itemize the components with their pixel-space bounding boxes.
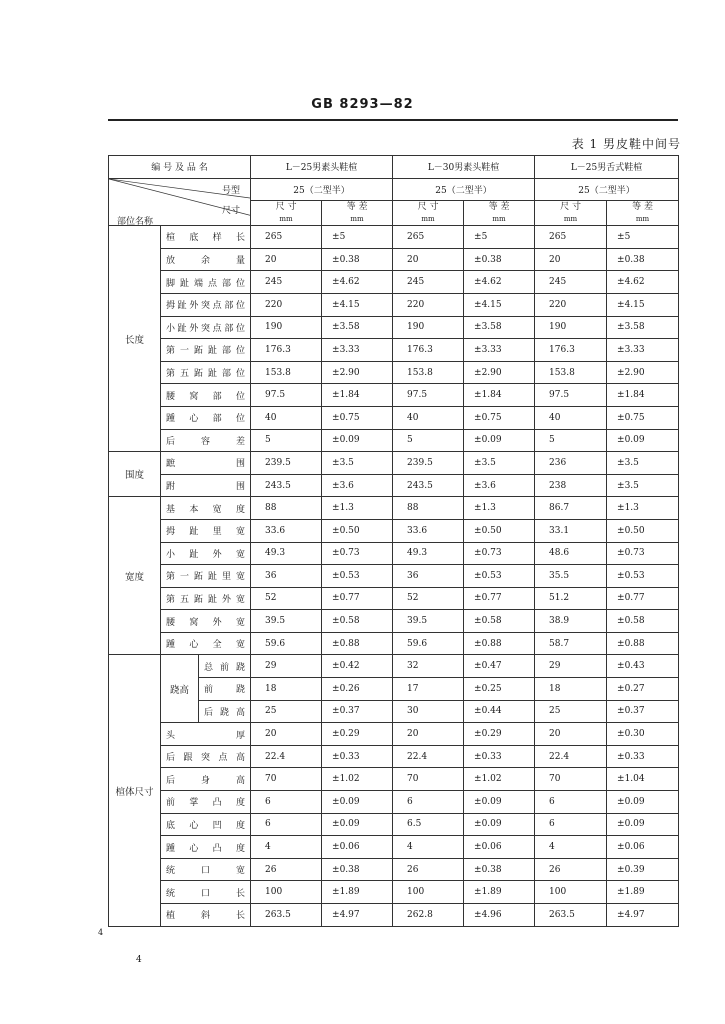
dimension-value: 17 <box>393 678 464 701</box>
tolerance-value: ±0.75 <box>607 406 679 429</box>
row-label: 后跷高 <box>199 700 251 723</box>
tolerance-value: ±0.29 <box>322 723 393 746</box>
tolerance-value: ±3.5 <box>322 452 393 475</box>
tolerance-value: ±3.58 <box>464 316 535 339</box>
tolerance-value: ±3.6 <box>322 474 393 497</box>
table-row <box>109 316 679 339</box>
dimension-value: 20 <box>251 723 322 746</box>
row-label: 楦底样长 <box>161 226 251 249</box>
dimension-value: 29 <box>251 655 322 678</box>
tolerance-value: ±1.84 <box>322 384 393 407</box>
shoe-last-table <box>108 155 679 927</box>
tolerance-value: ±0.88 <box>322 632 393 655</box>
tolerance-value: ±0.38 <box>464 248 535 271</box>
dimension-value: 4 <box>535 836 607 859</box>
tolerance-value: ±0.58 <box>464 610 535 633</box>
table-row <box>109 723 679 746</box>
dimension-value: 236 <box>535 452 607 475</box>
dimension-col-header <box>393 201 464 226</box>
tolerance-value: ±0.09 <box>607 429 679 452</box>
row-label: 统口宽 <box>161 858 251 881</box>
row-label: 底心凹度 <box>161 813 251 836</box>
tolerance-value: ±0.29 <box>464 723 535 746</box>
table-row <box>109 406 679 429</box>
tolerance-value: ±1.89 <box>607 881 679 904</box>
tolerance-value: ±4.97 <box>607 904 679 927</box>
row-label: 植斜长 <box>161 904 251 927</box>
dimension-value: 70 <box>251 768 322 791</box>
table-row <box>109 655 679 678</box>
tolerance-value: ±1.02 <box>464 768 535 791</box>
row-label: 蹠围 <box>161 452 251 475</box>
dimension-value: 190 <box>251 316 322 339</box>
col-header-text: 等 差 <box>488 202 510 213</box>
table-row <box>109 293 679 316</box>
row-label: 腰窝外宽 <box>161 610 251 633</box>
col-header-text: 等 差 <box>346 202 368 213</box>
tolerance-value: ±0.06 <box>464 836 535 859</box>
tolerance-value: ±3.5 <box>607 474 679 497</box>
tolerance-value: ±0.25 <box>464 678 535 701</box>
row-label: 总前跷 <box>199 655 251 678</box>
tolerance-value: ±0.44 <box>464 700 535 723</box>
table-row <box>109 474 679 497</box>
tolerance-col-header <box>322 201 393 226</box>
tolerance-value: ±0.38 <box>322 248 393 271</box>
tolerance-value: ±0.88 <box>607 632 679 655</box>
dimension-value: 39.5 <box>393 610 464 633</box>
table-row <box>109 384 679 407</box>
tolerance-value: ±0.09 <box>464 813 535 836</box>
tolerance-value: ±2.90 <box>322 361 393 384</box>
dimension-value: 52 <box>251 587 322 610</box>
tolerance-value: ±1.02 <box>322 768 393 791</box>
row-label: 拇趾外突点部位 <box>161 293 251 316</box>
tolerance-value: ±0.75 <box>464 406 535 429</box>
dimension-value: 36 <box>393 565 464 588</box>
row-label: 前跷 <box>199 678 251 701</box>
dimension-value: 58.7 <box>535 632 607 655</box>
tolerance-value: ±0.73 <box>607 542 679 565</box>
dimension-value: 6 <box>251 813 322 836</box>
dimension-value: 22.4 <box>393 745 464 768</box>
tolerance-value: ±3.6 <box>464 474 535 497</box>
dimension-value: 245 <box>535 271 607 294</box>
model-size: 25（二型半） <box>251 178 393 201</box>
header-rule <box>108 119 678 121</box>
row-label: 跗围 <box>161 474 251 497</box>
row-label: 脚趾端点部位 <box>161 271 251 294</box>
dimension-value: 6 <box>251 791 322 814</box>
tolerance-value: ±4.62 <box>607 271 679 294</box>
dimension-value: 70 <box>535 768 607 791</box>
row-label: 小趾外宽 <box>161 542 251 565</box>
unit-label: mm <box>635 215 650 224</box>
dimension-value: 6 <box>535 791 607 814</box>
tolerance-value: ±0.27 <box>607 678 679 701</box>
tolerance-value: ±3.5 <box>464 452 535 475</box>
model-name: L－25男舌式鞋楦 <box>535 156 679 179</box>
tolerance-value: ±0.30 <box>607 723 679 746</box>
dimension-value: 263.5 <box>535 904 607 927</box>
unit-label: mm <box>279 215 293 224</box>
subcategory-label: 跷高 <box>161 655 199 723</box>
tolerance-col-header <box>464 201 535 226</box>
category-label: 楦体尺寸 <box>109 655 161 926</box>
row-label: 头厚 <box>161 723 251 746</box>
dimension-value: 220 <box>535 293 607 316</box>
tolerance-col-header <box>607 201 679 226</box>
row-label: 前掌凸度 <box>161 791 251 814</box>
category-label: 宽度 <box>109 497 161 655</box>
dimension-value: 22.4 <box>251 745 322 768</box>
dimension-value: 100 <box>535 881 607 904</box>
table-row <box>109 565 679 588</box>
table-row <box>109 858 679 881</box>
dimension-value: 263.5 <box>251 904 322 927</box>
tolerance-value: ±0.09 <box>464 429 535 452</box>
dimension-value: 20 <box>251 248 322 271</box>
row-label: 第一跖趾里宽 <box>161 565 251 588</box>
model-name: L－30男素头鞋楦 <box>393 156 535 179</box>
tolerance-value: ±0.50 <box>464 519 535 542</box>
dimension-value: 38.9 <box>535 610 607 633</box>
table-row <box>109 836 679 859</box>
tolerance-value: ±5 <box>464 226 535 249</box>
table-row <box>109 361 679 384</box>
dimension-value: 265 <box>535 226 607 249</box>
dimension-value: 51.2 <box>535 587 607 610</box>
tolerance-value: ±0.50 <box>322 519 393 542</box>
dimension-value: 153.8 <box>535 361 607 384</box>
tolerance-value: ±5 <box>607 226 679 249</box>
tolerance-value: ±1.3 <box>322 497 393 520</box>
dimension-label: 尺寸 <box>222 205 241 216</box>
tolerance-value: ±0.09 <box>607 813 679 836</box>
dimension-value: 20 <box>393 723 464 746</box>
part-name-label: 部位名称 <box>117 216 154 226</box>
dimension-value: 52 <box>393 587 464 610</box>
tolerance-value: ±0.53 <box>607 565 679 588</box>
dimension-value: 20 <box>393 248 464 271</box>
dimension-col-header <box>251 201 322 226</box>
row-label: 腰窝部位 <box>161 384 251 407</box>
dimension-value: 238 <box>535 474 607 497</box>
dimension-value: 4 <box>393 836 464 859</box>
dimension-value: 35.5 <box>535 565 607 588</box>
table-row <box>109 791 679 814</box>
dimension-value: 100 <box>393 881 464 904</box>
dimension-value: 88 <box>393 497 464 520</box>
dimension-value: 59.6 <box>251 632 322 655</box>
tolerance-value: ±1.04 <box>607 768 679 791</box>
category-label: 围度 <box>109 452 161 497</box>
tolerance-value: ±0.33 <box>607 745 679 768</box>
tolerance-value: ±0.09 <box>322 429 393 452</box>
dimension-value: 4 <box>251 836 322 859</box>
col-header-text: 尺 寸 <box>417 202 439 213</box>
dimension-value: 176.3 <box>535 339 607 362</box>
dimension-value: 26 <box>393 858 464 881</box>
tolerance-value: ±0.33 <box>322 745 393 768</box>
tolerance-value: ±0.53 <box>322 565 393 588</box>
tolerance-value: ±0.47 <box>464 655 535 678</box>
dimension-value: 243.5 <box>251 474 322 497</box>
dimension-value: 265 <box>393 226 464 249</box>
standard-number: GB 8293—82 <box>311 97 414 112</box>
dimension-value: 6 <box>393 791 464 814</box>
tolerance-value: ±0.37 <box>322 700 393 723</box>
row-label: 踵心部位 <box>161 406 251 429</box>
tolerance-value: ±4.96 <box>464 904 535 927</box>
size-type-label: 号型 <box>222 185 241 196</box>
unit-label: mm <box>350 215 364 224</box>
row-label: 后身高 <box>161 768 251 791</box>
col-header-text: 尺 寸 <box>275 202 297 213</box>
table-row <box>109 632 679 655</box>
tolerance-value: ±1.89 <box>322 881 393 904</box>
dimension-value: 245 <box>393 271 464 294</box>
tolerance-value: ±4.15 <box>322 293 393 316</box>
dimension-value: 245 <box>251 271 322 294</box>
row-label: 第一跖趾部位 <box>161 339 251 362</box>
dimension-value: 265 <box>251 226 322 249</box>
dimension-value: 190 <box>393 316 464 339</box>
dimension-value: 40 <box>535 406 607 429</box>
tolerance-value: ±0.06 <box>607 836 679 859</box>
tolerance-value: ±4.62 <box>464 271 535 294</box>
dimension-value: 153.8 <box>251 361 322 384</box>
dimension-value: 243.5 <box>393 474 464 497</box>
tolerance-value: ±0.43 <box>607 655 679 678</box>
margin-mark: 4 <box>98 928 104 937</box>
dimension-value: 6 <box>535 813 607 836</box>
dimension-value: 40 <box>251 406 322 429</box>
table-row <box>109 745 679 768</box>
page-number: 4 <box>136 955 142 965</box>
dimension-value: 5 <box>393 429 464 452</box>
tolerance-value: ±0.73 <box>322 542 393 565</box>
dimension-value: 59.6 <box>393 632 464 655</box>
dimension-value: 5 <box>535 429 607 452</box>
tolerance-value: ±0.38 <box>322 858 393 881</box>
row-label: 统口长 <box>161 881 251 904</box>
tolerance-value: ±0.37 <box>607 700 679 723</box>
table-row <box>109 542 679 565</box>
tolerance-value: ±3.33 <box>464 339 535 362</box>
dimension-value: 86.7 <box>535 497 607 520</box>
tolerance-value: ±0.73 <box>464 542 535 565</box>
model-name: L－25男素头鞋楦 <box>251 156 393 179</box>
tolerance-value: ±0.77 <box>607 587 679 610</box>
row-label: 放余量 <box>161 248 251 271</box>
corner-title: 编 号 及 品 名 <box>109 156 251 179</box>
table-row <box>109 587 679 610</box>
table-row <box>109 226 679 249</box>
tolerance-value: ±0.42 <box>322 655 393 678</box>
tolerance-value: ±0.39 <box>607 858 679 881</box>
dimension-value: 26 <box>251 858 322 881</box>
dimension-value: 97.5 <box>251 384 322 407</box>
tolerance-value: ±1.84 <box>464 384 535 407</box>
row-label: 踵心全宽 <box>161 632 251 655</box>
tolerance-value: ±0.58 <box>322 610 393 633</box>
category-label: 长度 <box>109 226 161 452</box>
row-label: 后容差 <box>161 429 251 452</box>
tolerance-value: ±0.09 <box>464 791 535 814</box>
table-row <box>109 339 679 362</box>
dimension-value: 33.6 <box>251 519 322 542</box>
table-row <box>109 813 679 836</box>
dimension-value: 49.3 <box>393 542 464 565</box>
dimension-value: 20 <box>535 723 607 746</box>
tolerance-value: ±4.15 <box>464 293 535 316</box>
dimension-value: 70 <box>393 768 464 791</box>
tolerance-value: ±0.26 <box>322 678 393 701</box>
dimension-value: 97.5 <box>535 384 607 407</box>
dimension-value: 97.5 <box>393 384 464 407</box>
tolerance-value: ±3.33 <box>322 339 393 362</box>
dimension-value: 25 <box>535 700 607 723</box>
dimension-value: 6.5 <box>393 813 464 836</box>
tolerance-value: ±1.89 <box>464 881 535 904</box>
tolerance-value: ±0.38 <box>607 248 679 271</box>
tolerance-value: ±0.77 <box>322 587 393 610</box>
dimension-value: 39.5 <box>251 610 322 633</box>
table-caption: 表 1 男皮鞋中间号 <box>571 137 681 151</box>
dimension-value: 26 <box>535 858 607 881</box>
dimension-value: 36 <box>251 565 322 588</box>
unit-label: mm <box>421 215 435 224</box>
corner-diagonal-header <box>109 178 251 226</box>
dimension-value: 18 <box>251 678 322 701</box>
col-header-text: 等 差 <box>632 202 653 213</box>
dimension-value: 176.3 <box>393 339 464 362</box>
tolerance-value: ±2.90 <box>464 361 535 384</box>
dimension-value: 48.6 <box>535 542 607 565</box>
dimension-value: 239.5 <box>393 452 464 475</box>
tolerance-value: ±0.38 <box>464 858 535 881</box>
tolerance-value: ±4.15 <box>607 293 679 316</box>
table-row <box>109 610 679 633</box>
dimension-value: 22.4 <box>535 745 607 768</box>
table-row <box>109 248 679 271</box>
dimension-value: 88 <box>251 497 322 520</box>
tolerance-value: ±0.88 <box>464 632 535 655</box>
tolerance-value: ±0.09 <box>322 813 393 836</box>
dimension-value: 20 <box>535 248 607 271</box>
table-row <box>109 881 679 904</box>
table-row <box>109 768 679 791</box>
tolerance-value: ±3.5 <box>607 452 679 475</box>
table-row <box>109 452 679 475</box>
row-label: 基本宽度 <box>161 497 251 520</box>
dimension-value: 153.8 <box>393 361 464 384</box>
dimension-value: 40 <box>393 406 464 429</box>
tolerance-value: ±0.53 <box>464 565 535 588</box>
col-header-text: 尺 寸 <box>560 202 581 213</box>
dimension-value: 18 <box>535 678 607 701</box>
dimension-value: 25 <box>251 700 322 723</box>
tolerance-value: ±5 <box>322 226 393 249</box>
tolerance-value: ±3.33 <box>607 339 679 362</box>
tolerance-value: ±0.09 <box>607 791 679 814</box>
dimension-value: 32 <box>393 655 464 678</box>
row-label: 小趾外突点部位 <box>161 316 251 339</box>
tolerance-value: ±1.3 <box>607 497 679 520</box>
dimension-value: 239.5 <box>251 452 322 475</box>
dimension-col-header <box>535 201 607 226</box>
tolerance-value: ±4.97 <box>322 904 393 927</box>
dimension-value: 33.6 <box>393 519 464 542</box>
model-size: 25（二型半） <box>535 178 679 201</box>
row-label: 踵心凸度 <box>161 836 251 859</box>
dimension-value: 176.3 <box>251 339 322 362</box>
unit-label: mm <box>563 215 578 224</box>
tolerance-value: ±0.06 <box>322 836 393 859</box>
tolerance-value: ±0.33 <box>464 745 535 768</box>
table-row <box>109 904 679 927</box>
tolerance-value: ±2.90 <box>607 361 679 384</box>
tolerance-value: ±4.62 <box>322 271 393 294</box>
dimension-value: 49.3 <box>251 542 322 565</box>
tolerance-value: ±3.58 <box>607 316 679 339</box>
dimension-value: 220 <box>393 293 464 316</box>
tolerance-value: ±0.77 <box>464 587 535 610</box>
dimension-value: 190 <box>535 316 607 339</box>
row-label: 第五跖趾外宽 <box>161 587 251 610</box>
dimension-value: 29 <box>535 655 607 678</box>
table-row <box>109 497 679 520</box>
dimension-value: 30 <box>393 700 464 723</box>
table-row <box>109 271 679 294</box>
tolerance-value: ±3.58 <box>322 316 393 339</box>
tolerance-value: ±0.75 <box>322 406 393 429</box>
dimension-value: 33.1 <box>535 519 607 542</box>
row-label: 第五跖趾部位 <box>161 361 251 384</box>
dimension-value: 5 <box>251 429 322 452</box>
tolerance-value: ±0.58 <box>607 610 679 633</box>
model-size: 25（二型半） <box>393 178 535 201</box>
tolerance-value: ±1.3 <box>464 497 535 520</box>
table-row <box>109 429 679 452</box>
row-label: 拇趾里宽 <box>161 519 251 542</box>
table-row <box>109 519 679 542</box>
dimension-value: 220 <box>251 293 322 316</box>
dimension-value: 100 <box>251 881 322 904</box>
tolerance-value: ±0.09 <box>322 791 393 814</box>
tolerance-value: ±0.50 <box>607 519 679 542</box>
tolerance-value: ±1.84 <box>607 384 679 407</box>
unit-label: mm <box>492 215 506 224</box>
dimension-value: 262.8 <box>393 904 464 927</box>
row-label: 后跟突点高 <box>161 745 251 768</box>
